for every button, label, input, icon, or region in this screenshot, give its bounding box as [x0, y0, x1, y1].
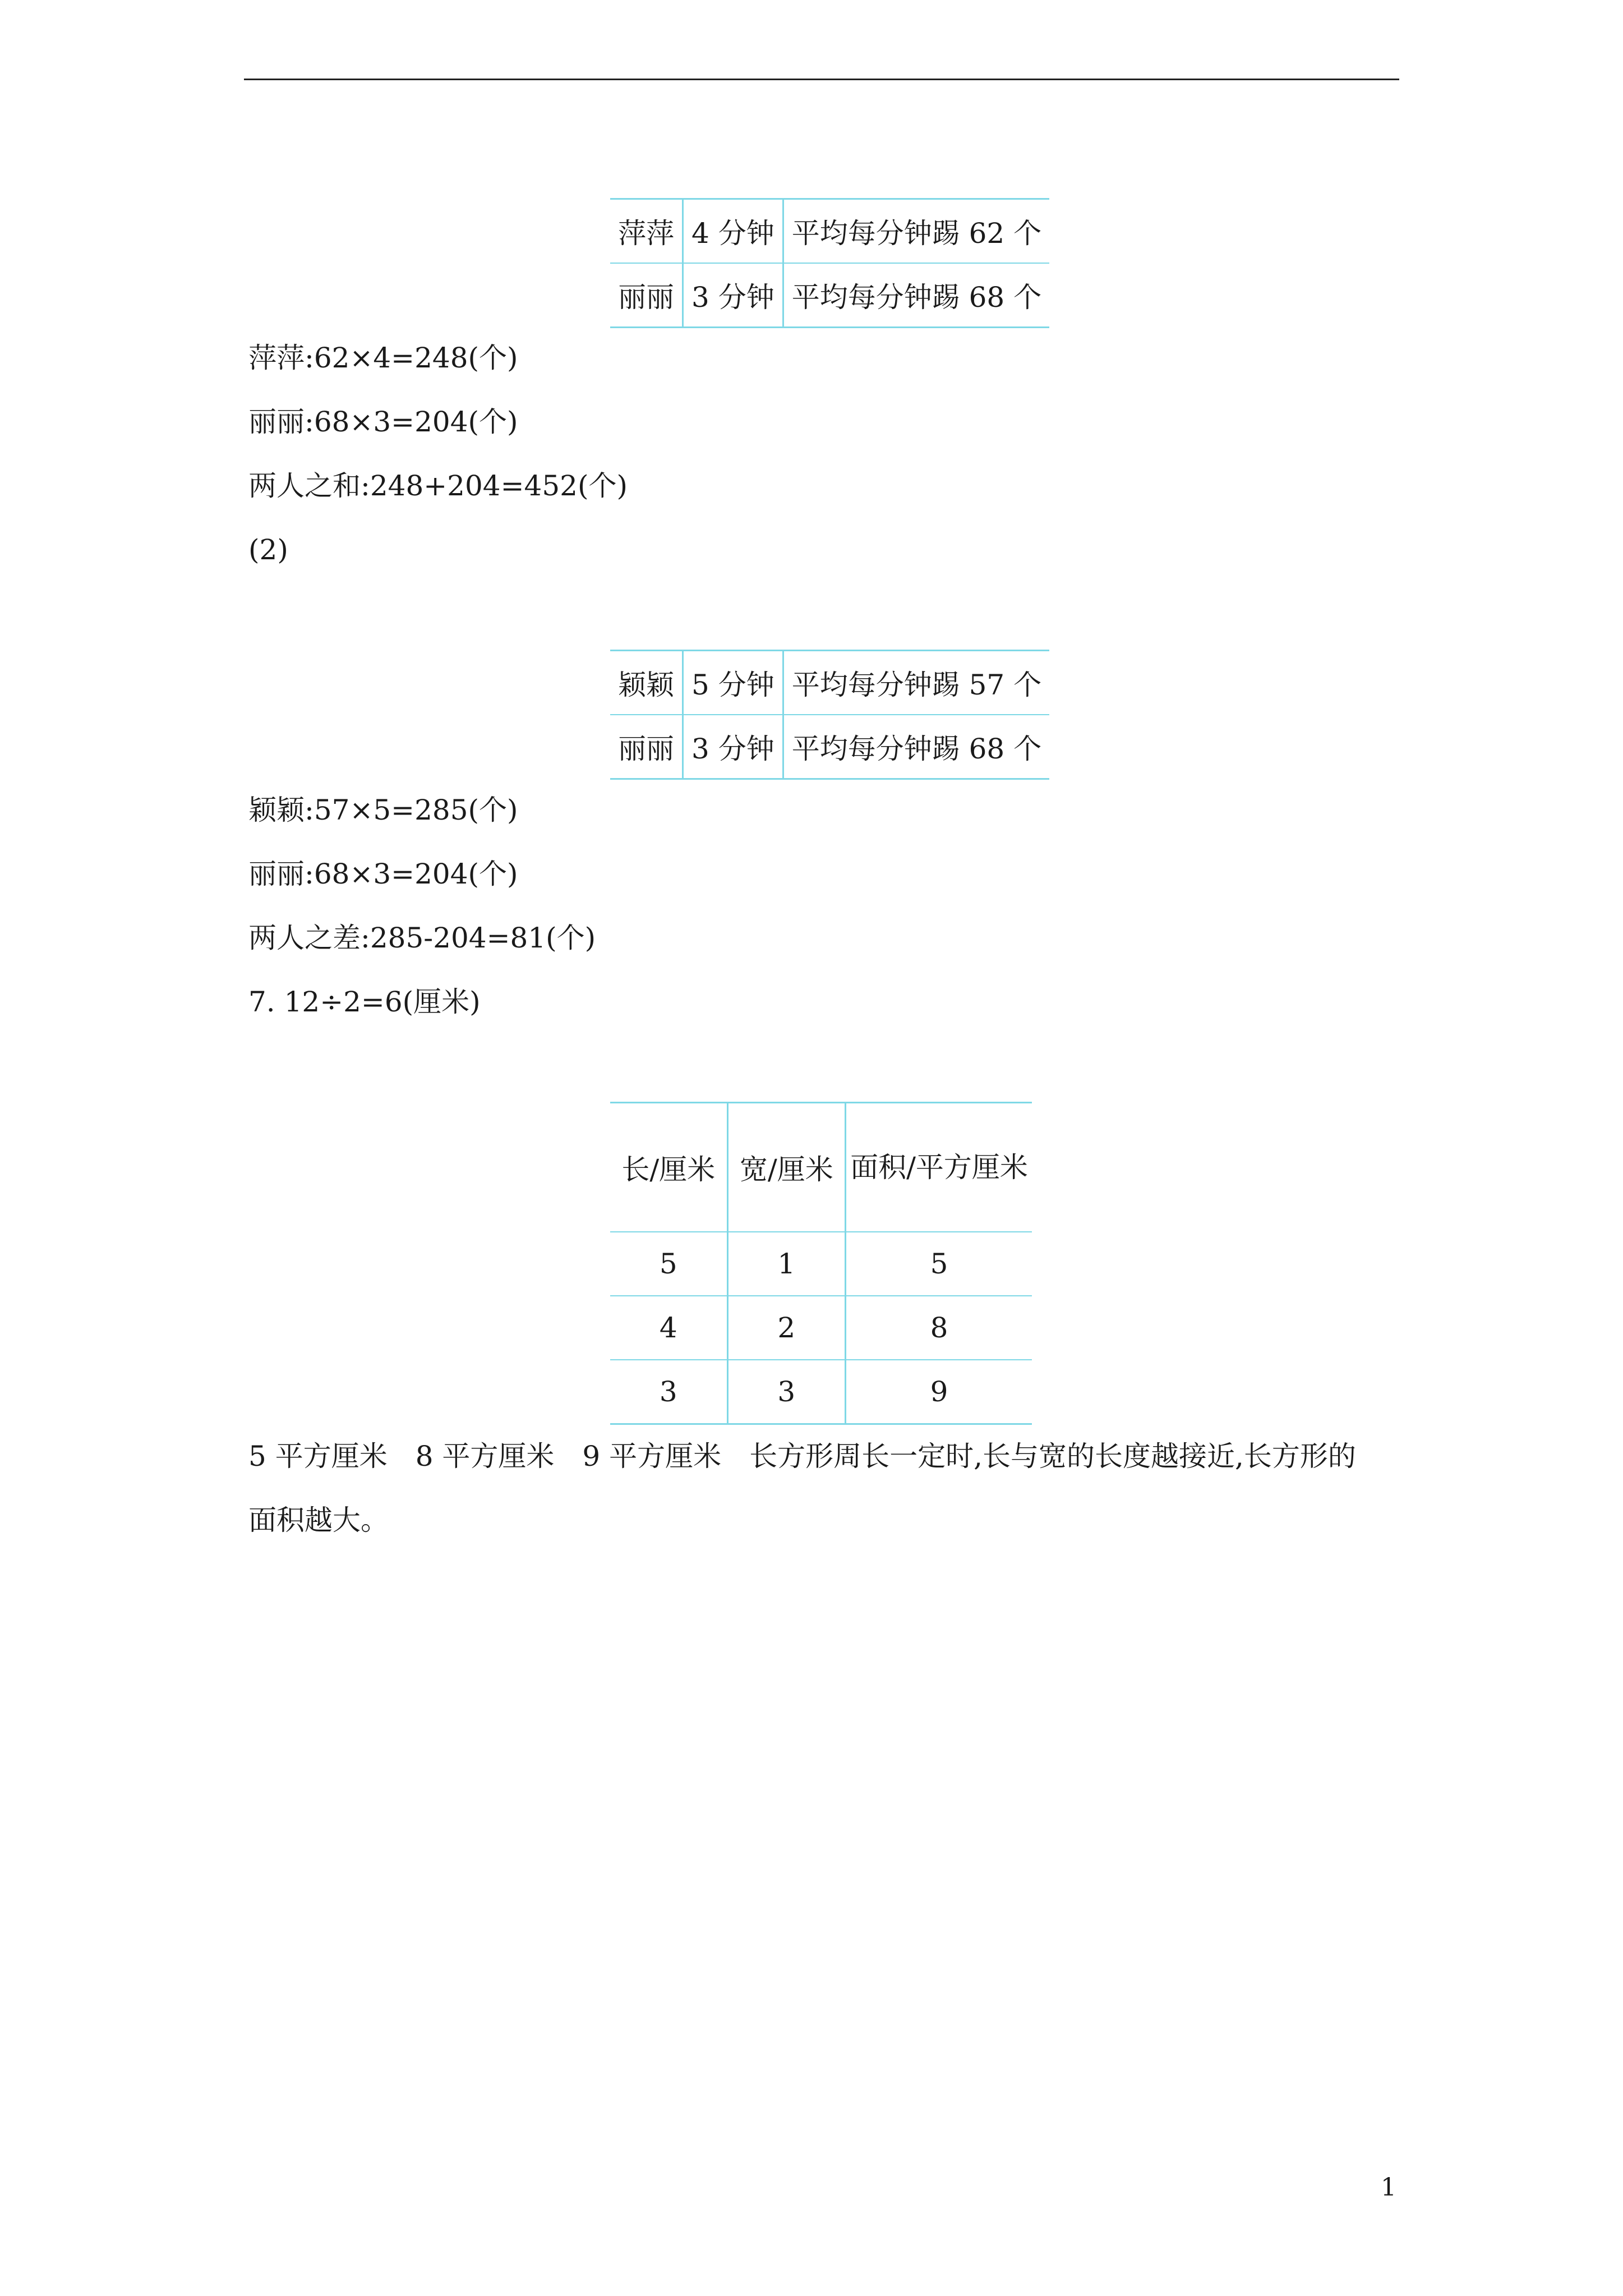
calc-line: 丽丽:68×3=204(个) — [248, 858, 518, 890]
table-cell: 3 — [610, 1360, 727, 1424]
calc-line: 颖颖:57×5=285(个) — [248, 794, 518, 826]
table-cell: 萍萍 — [610, 199, 683, 264]
rectangle-table — [610, 1102, 1032, 1425]
page-number: 1 — [1381, 2173, 1396, 2202]
table-cell: 平均每分钟踢 57 个 — [783, 651, 1049, 715]
table-row — [610, 1296, 1032, 1360]
table-row — [610, 1232, 1032, 1296]
sub-question-label: (2) — [248, 533, 288, 566]
table-cell: 3 分钟 — [683, 715, 783, 779]
table-cell: 5 — [846, 1232, 1032, 1296]
table-cell: 4 — [610, 1296, 727, 1360]
table-row — [610, 715, 1049, 779]
table-cell: 平均每分钟踢 62 个 — [783, 199, 1049, 264]
table-cell: 3 — [727, 1360, 846, 1424]
calc-line: 萍萍:62×4=248(个) — [248, 342, 518, 374]
table-row — [610, 263, 1049, 328]
table-header-row — [610, 1103, 1032, 1232]
question-7-line: 7. 12÷2=6(厘米) — [248, 986, 481, 1018]
table-cell: 9 — [846, 1360, 1032, 1424]
table-cell: 2 — [727, 1296, 846, 1360]
calc-line: 两人之和:248+204=452(个) — [248, 470, 628, 502]
table-cell: 平均每分钟踢 68 个 — [783, 715, 1049, 779]
calc-line: 两人之差:285-204=81(个) — [248, 922, 596, 954]
column-header-area: 面积/平方厘米 — [846, 1103, 1032, 1232]
column-header-length: 长/厘米 — [610, 1103, 727, 1232]
header-rule — [244, 79, 1399, 80]
conclusion-line-1: 5 平方厘米 8 平方厘米 9 平方厘米 长方形周长一定时,长与宽的长度越接近,长方形的 — [248, 1440, 1356, 1473]
table-row — [610, 651, 1049, 715]
table-row — [610, 1360, 1032, 1424]
table-cell: 4 分钟 — [683, 199, 783, 264]
table-cell: 丽丽 — [610, 263, 683, 328]
table-cell: 1 — [727, 1232, 846, 1296]
table-cell: 平均每分钟踢 68 个 — [783, 263, 1049, 328]
kick-table-2 — [610, 650, 1049, 780]
table-row — [610, 199, 1049, 264]
table-cell: 丽丽 — [610, 715, 683, 779]
table-cell: 颖颖 — [610, 651, 683, 715]
conclusion-line-2: 面积越大。 — [248, 1504, 389, 1536]
table-cell: 8 — [846, 1296, 1032, 1360]
table-cell: 5 分钟 — [683, 651, 783, 715]
table-cell: 3 分钟 — [683, 263, 783, 328]
column-header-width: 宽/厘米 — [727, 1103, 846, 1232]
table-cell: 5 — [610, 1232, 727, 1296]
calc-line: 丽丽:68×3=204(个) — [248, 406, 518, 438]
kick-table-1 — [610, 198, 1049, 328]
